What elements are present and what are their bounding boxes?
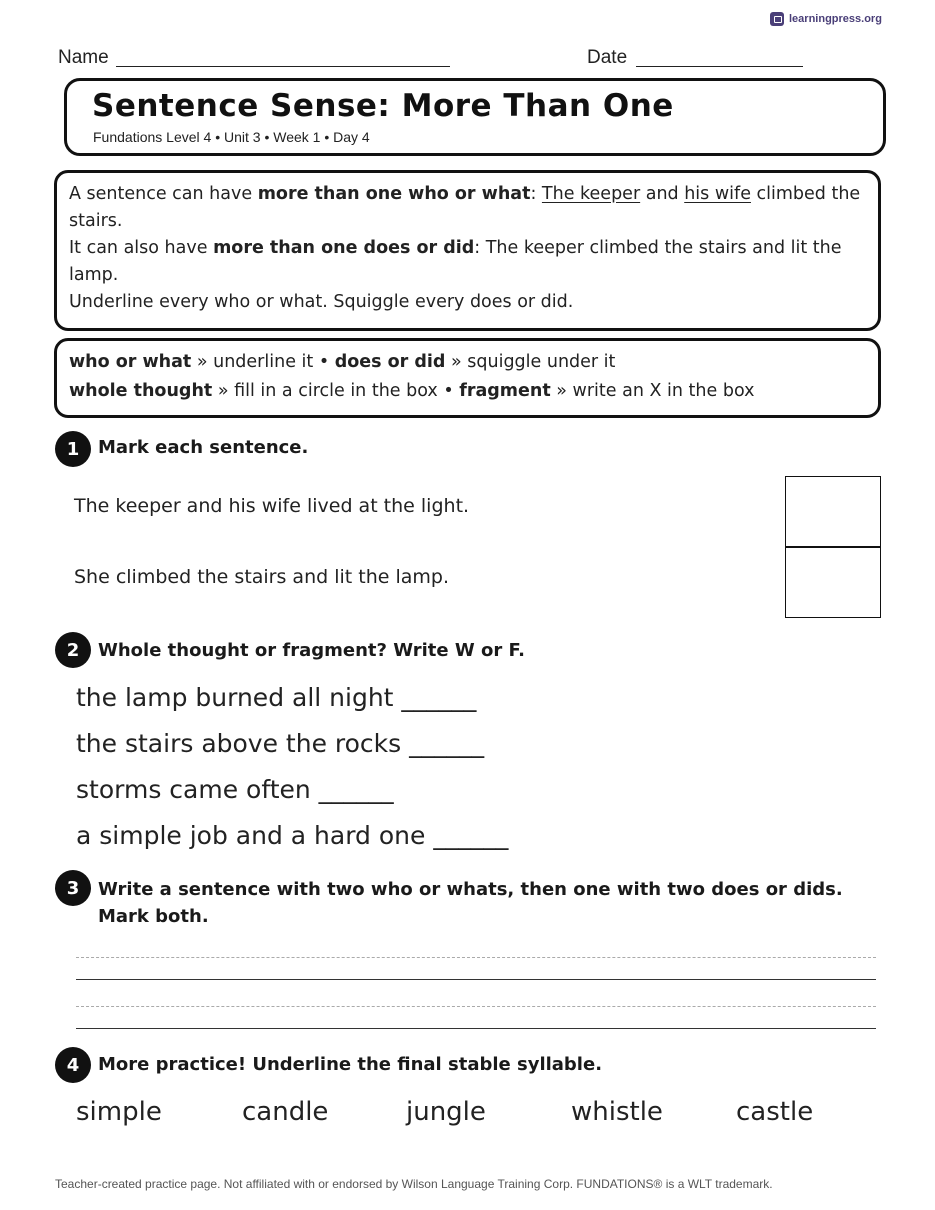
key-separator: • — [313, 352, 335, 372]
name-field[interactable] — [116, 66, 450, 67]
key-separator: • — [437, 381, 460, 401]
writing-guide-dashed — [76, 957, 876, 958]
rule-text: A sentence can have — [69, 184, 258, 204]
answer-box[interactable] — [785, 546, 881, 618]
key-desc: » write an X in the box — [550, 381, 755, 401]
key-term: fragment — [459, 381, 551, 401]
rule-bold: more than one does or did — [213, 238, 475, 258]
rule-text: : — [530, 184, 542, 204]
rule-text: It can also have — [69, 238, 214, 258]
fragment-item[interactable]: the lamp burned all night ______ — [76, 683, 477, 712]
section-number-badge: 2 — [55, 632, 91, 668]
rule-text: and — [640, 184, 685, 204]
syllable-word[interactable]: simple — [76, 1097, 162, 1127]
rule-line-3: Underline every who or what. Squiggle every does or did. — [69, 292, 574, 312]
section-number-badge: 1 — [55, 431, 91, 467]
key-term: does or did — [334, 352, 446, 372]
key-desc: » squiggle under it — [445, 352, 616, 372]
section-prompt: Write a sentence with two who or whats, then one with two does or dids. Mark both. — [98, 879, 843, 927]
rules-text — [69, 181, 864, 316]
syllable-word[interactable]: castle — [736, 1097, 814, 1127]
key-desc: » fill in a circle in the box — [212, 381, 438, 401]
practice-sentence[interactable]: She climbed the stairs and lit the lamp. — [74, 566, 450, 588]
key-desc: » underline it — [191, 352, 314, 372]
brand-link[interactable] — [770, 12, 882, 26]
syllable-word[interactable]: jungle — [406, 1097, 486, 1127]
key-line-1 — [69, 348, 869, 377]
answer-box[interactable] — [785, 476, 881, 548]
page-subtitle: Fundations Level 4 • Unit 3 • Week 1 • Day 4 — [93, 129, 370, 145]
writing-guide-dashed — [76, 1006, 876, 1007]
rule-bold: more than one who or what — [257, 184, 531, 204]
rule-text: : The keeper climbed the stairs and lit the lamp. — [69, 238, 842, 285]
brand-name: learningpress.org — [789, 13, 882, 25]
rule-text: climbed the stairs. — [69, 184, 861, 231]
key-line-2 — [69, 377, 869, 406]
example-underlined: his wife — [684, 184, 751, 204]
key-term: whole thought — [69, 381, 213, 401]
fragment-item[interactable]: storms came often ______ — [76, 775, 394, 804]
rule-line-1 — [69, 181, 864, 235]
page-title: Sentence Sense: More Than One — [92, 88, 674, 124]
section-prompt: Whole thought or fragment? Write W or F. — [98, 640, 525, 661]
section-number-badge: 3 — [55, 870, 91, 906]
key-term: who or what — [69, 352, 192, 372]
fragment-item[interactable]: a simple job and a hard one ______ — [76, 821, 509, 850]
key-text — [69, 348, 869, 406]
date-field[interactable] — [636, 66, 803, 67]
syllable-word[interactable]: whistle — [571, 1097, 663, 1127]
learningpress-logo-icon — [770, 12, 784, 26]
writing-line[interactable] — [76, 979, 876, 980]
example-underlined: The keeper — [541, 184, 641, 204]
section-number-badge: 4 — [55, 1047, 91, 1083]
footer-disclaimer: Teacher-created practice page. Not affiliated with or endorsed by Wilson Language Training Corp. FUNDATIONS® is a WLT trademark. — [55, 1177, 773, 1191]
writing-line[interactable] — [76, 1028, 876, 1029]
syllable-word[interactable]: candle — [242, 1097, 329, 1127]
practice-sentence[interactable]: The keeper and his wife lived at the light. — [74, 495, 470, 517]
section-prompt: More practice! Underline the final stable syllable. — [98, 1054, 603, 1075]
fragment-item[interactable]: the stairs above the rocks ______ — [76, 729, 485, 758]
name-label: Name — [58, 47, 109, 68]
rule-line-2 — [69, 235, 864, 289]
section-prompt: Mark each sentence. — [98, 437, 309, 458]
date-label: Date — [587, 47, 628, 68]
